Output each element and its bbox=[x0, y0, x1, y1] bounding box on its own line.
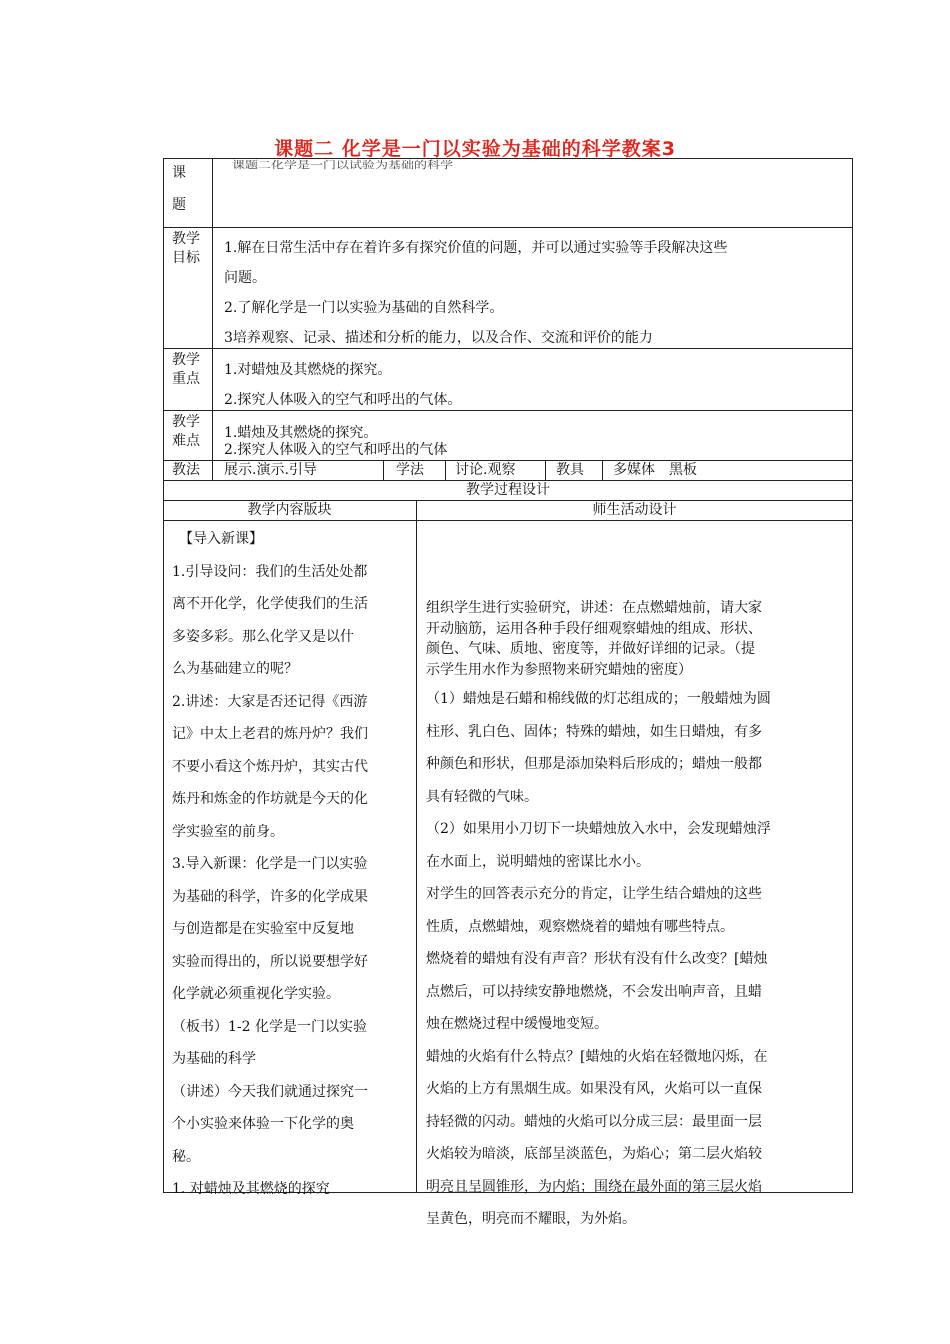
left-line: 为基础的科学 bbox=[172, 1051, 256, 1067]
method-divider bbox=[383, 460, 384, 480]
left-line: 么为基础建立的呢？ bbox=[172, 661, 298, 677]
difficulties-label: 教学 bbox=[172, 414, 200, 430]
right-intro-line: 组织学生进行实验研究，讲述：在点燃蜡烛前，请大家 bbox=[426, 600, 762, 616]
process-col-divider bbox=[416, 500, 417, 1193]
goals-label: 教学 bbox=[172, 231, 200, 247]
right-line: （2）如果用小刀切下一块蜡烛放入水中，会发现蜡烛浮 bbox=[426, 821, 771, 837]
subject-label: 题 bbox=[172, 197, 186, 213]
left-line: 1. 对蜡烛及其燃烧的探究 bbox=[172, 1181, 330, 1197]
teaching-tool-label: 教具 bbox=[556, 462, 584, 478]
process-col-left-header: 教学内容版块 bbox=[247, 502, 332, 518]
left-line: 秘。 bbox=[172, 1148, 200, 1165]
left-line: 2.讲述：大家是否还记得《西游 bbox=[172, 693, 368, 710]
left-line: 3.导入新课：化学是一门以实验 bbox=[172, 856, 368, 872]
left-line: 学实验室的前身。 bbox=[172, 823, 284, 840]
left-line: （讲述）今天我们就通过探究一 bbox=[172, 1083, 368, 1100]
process-left-content bbox=[172, 523, 368, 1206]
right-line: 烛在燃烧过程中缓慢地变短。 bbox=[426, 1016, 608, 1032]
process-right-content bbox=[426, 683, 771, 1236]
left-line: 个小实验来体验一下化学的奥 bbox=[172, 1116, 354, 1132]
left-line: 1.引导设问：我们的生活处处都 bbox=[172, 563, 368, 580]
right-line: 在水面上，说明蜡烛的密谋比水小。 bbox=[426, 853, 650, 870]
goal-line: 问题。 bbox=[224, 270, 266, 286]
goal-line: 2.了解化学是一门以实验为基础的自然科学。 bbox=[224, 300, 504, 316]
left-line: 不要小看这个炼丹炉，其实古代 bbox=[172, 758, 368, 775]
left-line: 为基础的科学，许多的化学成果 bbox=[172, 888, 368, 905]
study-method-value: 讨论.观察 bbox=[455, 462, 516, 478]
method-divider bbox=[445, 460, 446, 480]
label-col-divider bbox=[212, 158, 213, 480]
right-line: 火焰较为暗淡，底部呈淡蓝色，为焰心；第二层火焰较 bbox=[426, 1146, 762, 1162]
key-point-line: 2.探究人体吸入的空气和呼出的气体。 bbox=[224, 392, 462, 408]
goal-line: 3培养观察、记录、描述和分析的能力，以及合作、交流和评价的能力 bbox=[224, 330, 653, 346]
right-line: 持轻微的闪动。蜡烛的火焰可以分成三层：最里面一层 bbox=[426, 1113, 762, 1130]
row-divider bbox=[163, 227, 853, 228]
key-points-label: 重点 bbox=[172, 371, 200, 387]
key-point-line: 1.对蜡烛及其燃烧的探究。 bbox=[224, 362, 392, 378]
right-line: 对学生的回答表示充分的肯定，让学生结合蜡烛的这些 bbox=[426, 886, 762, 902]
right-line: 燃烧着的蜡烛有没有声音？形状有没有什么改变？[蜡烛 bbox=[426, 951, 768, 967]
teaching-method-label: 教法 bbox=[172, 462, 200, 478]
right-intro-line: 示学生用水作为参照物来研究蜡烛的密度） bbox=[426, 661, 692, 678]
left-line: 与创造都是在实验室中反复地 bbox=[172, 921, 354, 937]
process-header: 教学过程设计 bbox=[466, 482, 550, 498]
left-line: 记》中太上老君的炼丹炉？我们 bbox=[172, 726, 368, 742]
right-intro-line: 开动脑筋，运用各种手段仔细观察蜡烛的组成、形状、 bbox=[426, 620, 762, 637]
right-line: 性质，点燃蜡烛，观察燃烧着的蜡烛有哪些特点。 bbox=[426, 918, 734, 935]
right-line: 明亮且呈圆锥形，为内焰；围绕在最外面的第三层火焰 bbox=[426, 1178, 762, 1195]
left-line: 炼丹和炼金的作坊就是今天的化 bbox=[172, 791, 368, 807]
method-divider bbox=[545, 460, 546, 480]
right-line: 种颜色和形状，但那是添加染料后形成的；蜡烛一般都 bbox=[426, 756, 762, 772]
right-line: （1）蜡烛是石蜡和棉线做的灯芯组成的；一般蜡烛为圆 bbox=[426, 691, 771, 707]
left-line: 化学就必须重视化学实验。 bbox=[172, 986, 340, 1002]
right-intro-line: 颜色、气味、质地、密度等，并做好详细的记录。（提 bbox=[426, 641, 755, 657]
difficulties-label: 难点 bbox=[172, 433, 200, 449]
process-right-intro bbox=[426, 598, 762, 680]
key-points-label: 教学 bbox=[172, 352, 200, 368]
left-line: 【导入新课】 bbox=[172, 531, 263, 547]
teaching-method-value: 展示.演示.引导 bbox=[224, 462, 317, 478]
subject-label: 课 bbox=[172, 165, 186, 181]
document-title: 课题二 化学是一门以实验为基础的科学教案3 bbox=[274, 138, 676, 160]
subject-value: 课题二化学是一门以试验为基础的科学 bbox=[232, 160, 454, 172]
left-line: 离不开化学，化学使我们的生活 bbox=[172, 596, 368, 612]
left-line: 实验而得出的，所以说要想学好 bbox=[172, 953, 368, 970]
left-line: 多姿多彩。那么化学又是以什 bbox=[172, 628, 354, 645]
difficulty-line: 2.探究人体吸入的空气和呼出的气体 bbox=[224, 442, 448, 458]
right-line: 火焰的上方有黑烟生成。如果没有风，火焰可以一直保 bbox=[426, 1081, 762, 1097]
right-line: 呈黄色，明亮而不耀眼，为外焰。 bbox=[426, 1211, 636, 1227]
goals-label: 目标 bbox=[172, 250, 200, 266]
method-divider bbox=[602, 460, 603, 480]
process-col-right-header: 师生活动设计 bbox=[592, 502, 677, 518]
left-line: （板书）1-2 化学是一门以实验 bbox=[172, 1018, 367, 1035]
study-method-label: 学法 bbox=[396, 462, 424, 478]
goal-line: 1.解在日常生活中存在着许多有探究价值的问题，并可以通过实验等手段解决这些 bbox=[224, 240, 728, 256]
difficulty-line: 1.蜡烛及其燃烧的探究。 bbox=[224, 425, 378, 441]
teaching-tool-value: 多媒体 黑板 bbox=[613, 462, 697, 478]
right-line: 点燃后，可以持续安静地燃烧，不会发出响声音，且蜡 bbox=[426, 983, 762, 1000]
right-line: 柱形、乳白色、固体；特殊的蜡烛，如生日蜡烛，有多 bbox=[426, 723, 762, 740]
right-line: 具有轻微的气味。 bbox=[426, 788, 538, 805]
right-line: 蜡烛的火焰有什么特点？[蜡烛的火焰在轻微地闪烁，在 bbox=[426, 1048, 768, 1065]
